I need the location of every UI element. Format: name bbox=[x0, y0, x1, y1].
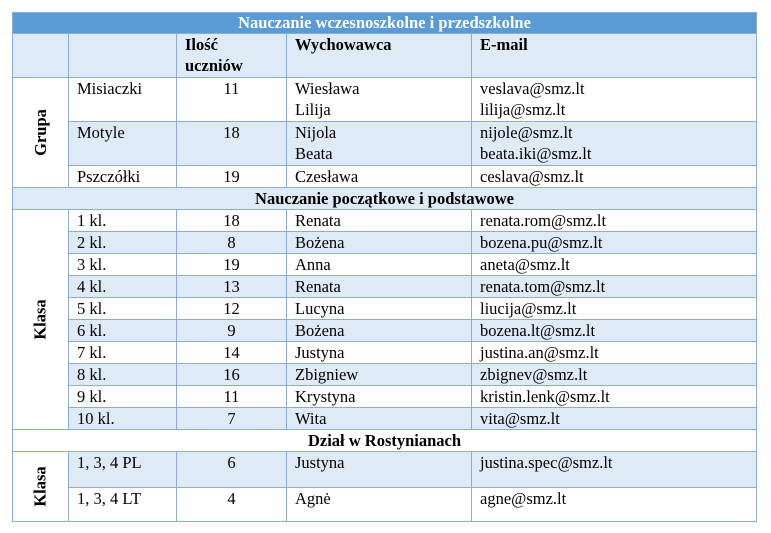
header-teacher: Wychowawca bbox=[287, 34, 472, 78]
table-row: 5 kl. 12 Lucyna liucija@smz.lt bbox=[13, 298, 757, 320]
school-table bbox=[12, 12, 757, 522]
table-row: Motyle 18 Nijola Beata nijole@smz.lt beata.iki@smz.lt bbox=[13, 122, 757, 166]
table-row: Klasa 1, 3, 4 PL 6 Justyna justina.spec@smz.lt bbox=[13, 452, 757, 488]
table-row: 1, 3, 4 LT 4 Agnė agne@smz.lt bbox=[13, 488, 757, 522]
table-title: Nauczanie wczesnoszkolne i przedszkolne bbox=[13, 13, 757, 34]
title-row bbox=[13, 13, 757, 34]
header-email: E-mail bbox=[472, 34, 757, 78]
section-title-row bbox=[13, 430, 757, 452]
table-row: 4 kl. 13 Renata renata.tom@smz.lt bbox=[13, 276, 757, 298]
table-row: 2 kl. 8 Bożena bozena.pu@smz.lt bbox=[13, 232, 757, 254]
header-row bbox=[13, 34, 757, 78]
side-label-grupa: Grupa bbox=[13, 78, 69, 188]
table-row: Grupa Misiaczki 11 Wiesława Lilija veslava@smz.lt lilija@smz.lt bbox=[13, 78, 757, 122]
table-row: 10 kl. 7 Wita vita@smz.lt bbox=[13, 408, 757, 430]
table-row: 7 kl. 14 Justyna justina.an@smz.lt bbox=[13, 342, 757, 364]
section-title-row bbox=[13, 188, 757, 210]
side-label-klasa: Klasa bbox=[13, 210, 69, 430]
table-row: Klasa 1 kl. 18 Renata renata.rom@smz.lt bbox=[13, 210, 757, 232]
table-row: 8 kl. 16 Zbigniew zbignev@smz.lt bbox=[13, 364, 757, 386]
table-row: Pszczółki 19 Czesława ceslava@smz.lt bbox=[13, 166, 757, 188]
table-row: 9 kl. 11 Krystyna kristin.lenk@smz.lt bbox=[13, 386, 757, 408]
section-title: Nauczanie początkowe i podstawowe bbox=[13, 188, 757, 210]
side-label-klasa-2: Klasa bbox=[13, 452, 69, 522]
section-title: Dział w Rostynianach bbox=[13, 430, 757, 452]
table-row: 6 kl. 9 Bożena bozena.lt@smz.lt bbox=[13, 320, 757, 342]
header-count: Ilość uczniów bbox=[177, 34, 287, 78]
table-row: 3 kl. 19 Anna aneta@smz.lt bbox=[13, 254, 757, 276]
